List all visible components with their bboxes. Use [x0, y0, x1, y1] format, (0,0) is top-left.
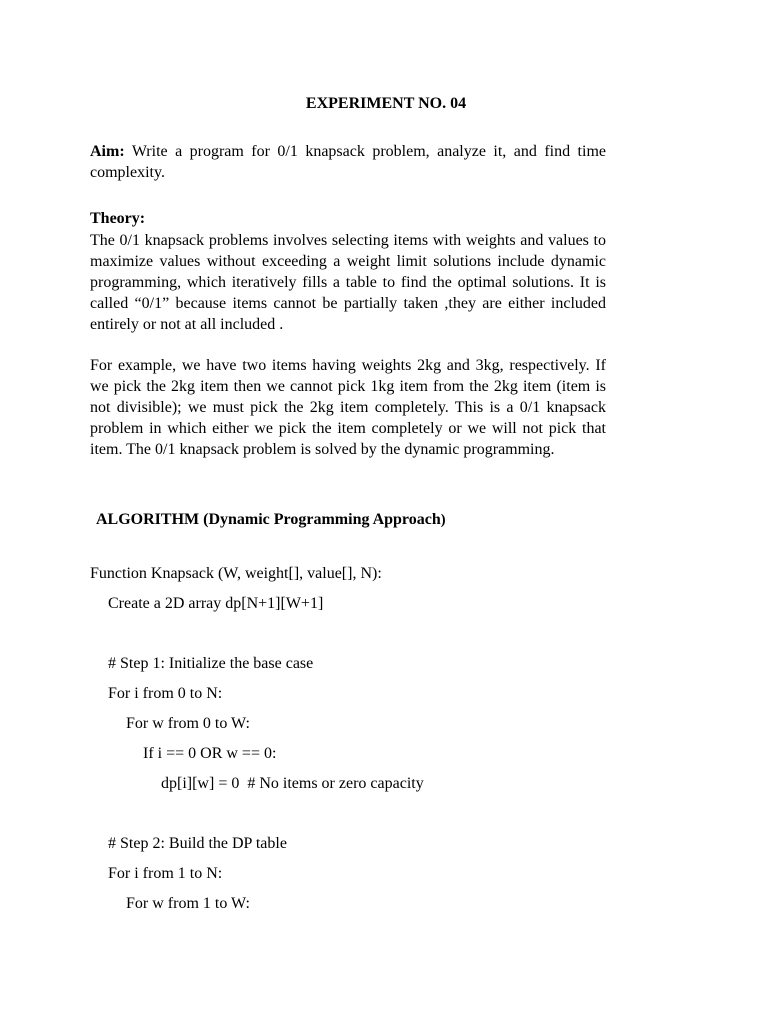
algorithm-heading-text: ALGORITHM (Dynamic Programming Approach — [96, 511, 441, 528]
algorithm-heading-close: ) — [440, 512, 446, 528]
algorithm-line: If i == 0 OR w == 0: — [143, 745, 277, 762]
algorithm-line: For w from 1 to W: — [126, 895, 250, 912]
algorithm-line: For i from 1 to N: — [108, 865, 223, 882]
algorithm-line: dp[i][w] = 0 # No items or zero capacity — [161, 775, 424, 792]
document-title: EXPERIMENT NO. 04 — [305, 95, 467, 112]
theory-paragraph-1: The 0/1 knapsack problems involves selecting items with weights and values to maximize values without exceeding a weight limit solutions include dynamic programming, which iteratively fills a table to find the optimal solutions. It is called “0/1” because items cannot be partially taken ,they are either included entirely or not at all included . — [90, 232, 606, 333]
algorithm-line: # Step 2: Build the DP table — [108, 835, 287, 852]
algorithm-line: Create a 2D array dp[N+1][W+1] — [108, 595, 324, 612]
algorithm-line: Function Knapsack (W, weight[], value[], N): — [90, 565, 382, 582]
theory-paragraph-2: For example, we have two items having weights 2kg and 3kg, respectively. If we pick the 2kg item then we cannot pick 1kg item from the 2kg item (item is not divisible); we must pick the 2kg item completely. This is a 0/1 knapsack problem in which either we pick the item completely or we will not pick that item. The 0/1 knapsack problem is solved by the dynamic programming. — [90, 357, 606, 458]
algorithm-line: # Step 1: Initialize the base case — [108, 655, 314, 672]
algorithm-line: For i from 0 to N: — [108, 685, 223, 702]
aim-paragraph — [90, 141, 606, 183]
aim-label: Aim: — [90, 143, 125, 160]
theory-heading: Theory: — [90, 210, 146, 227]
algorithm-line: For w from 0 to W: — [126, 715, 250, 732]
algorithm-heading — [96, 510, 446, 530]
aim-text: Write a program for 0/1 knapsack problem, analyze it, and find time complexity. — [90, 143, 606, 181]
